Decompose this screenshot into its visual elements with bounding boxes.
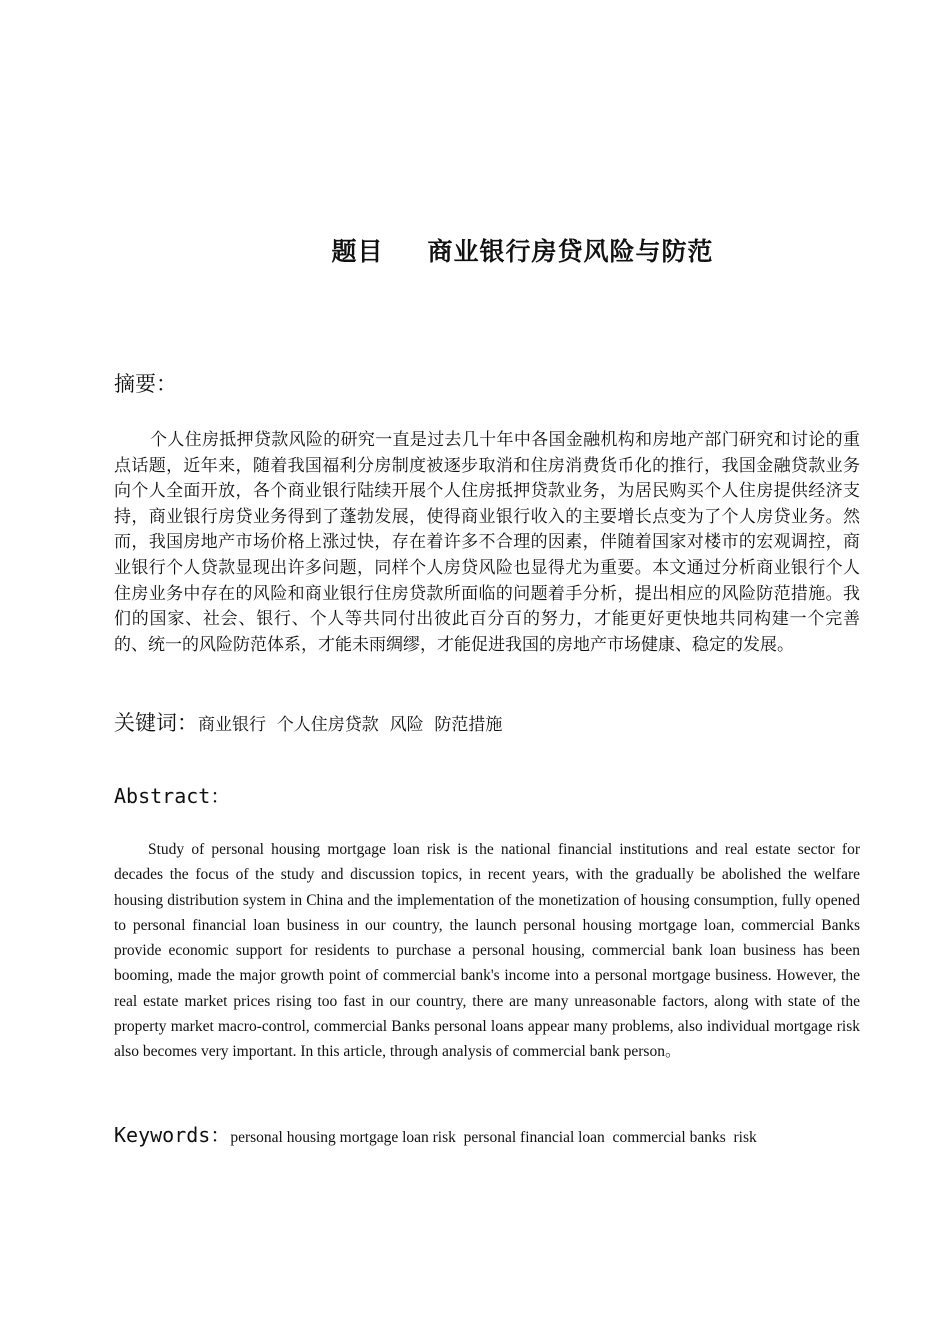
keywords-en xyxy=(114,1119,757,1148)
keywords-cn-label: 关键词： xyxy=(114,711,198,735)
abstract-en-heading: Abstract： xyxy=(114,784,231,808)
abstract-cn-body: 个人住房抵押贷款风险的研究一直是过去几十年中各国金融机构和房地产部门研究和讨论的重点话题，近年来，随着我国福利分房制度被逐步取消和住房消费货币化的推行，我国金融贷款业务向个人全面开放，各个商业银行陆续开展个人住房抵押贷款业务，为居民购买个人住房提供经济支持，商业银行房贷业务得到了蓬勃发展，使得商业银行收入的主要增长点变为了个人房贷业务。然而，我国房地产市场价格上涨过快，存在着许多不合理的因素，伴随着国家对楼市的宏观调控，商业银行个人贷款显现出许多问题，同样个人房贷风险也显得尤为重要。本文通过分析商业银行个人住房业务中存在的风险和商业银行住房贷款所面临的问题着手分析，提出相应的风险防范措施。我们的国家、社会、银行、个人等共同付出彼此百分百的努力，才能更好更快地共同构建一个完善的、统一的风险防范体系，才能未雨绸缪，才能促进我国的房地产市场健康、稳定的发展。 xyxy=(114,430,860,655)
keywords-en-value: personal housing mortgage loan risk personal financial loan commercial banks risk xyxy=(230,1129,757,1146)
abstract-cn-heading: 摘要： xyxy=(114,372,177,396)
title-text: 商业银行房贷风险与防范 xyxy=(427,237,714,266)
keywords-cn-value: 商业银行 个人住房贷款 风险 防范措施 xyxy=(198,715,503,735)
keywords-cn xyxy=(114,707,502,737)
paper-title xyxy=(0,232,950,268)
abstract-en-body: Study of personal housing mortgage loan risk is the national financial institutions and real estate sector for decades the focus of the study and discussion topics, in recent years, with the gradually be abolished the welfare housing distribution system in China and the implementation of the monetization of housing consumption, fully opened to personal financial loan business in our country, the launch personal housing mortgage loan, commercial Banks provide economic support for residents to purchase a personal housing, commercial bank loan business has been booming, made the major growth point of commercial bank's income into a personal mortgage business. However, the real estate market prices rising too fast in our country, there are many unreasonable factors, along with state of the property market macro-control, commercial Banks personal loans appear many problems, also individual mortgage risk also becomes very important. In this article, through analysis of commercial bank person。 xyxy=(114,841,860,1061)
keywords-en-label: Keywords： xyxy=(114,1123,231,1147)
title-prefix: 题目 xyxy=(331,237,384,266)
